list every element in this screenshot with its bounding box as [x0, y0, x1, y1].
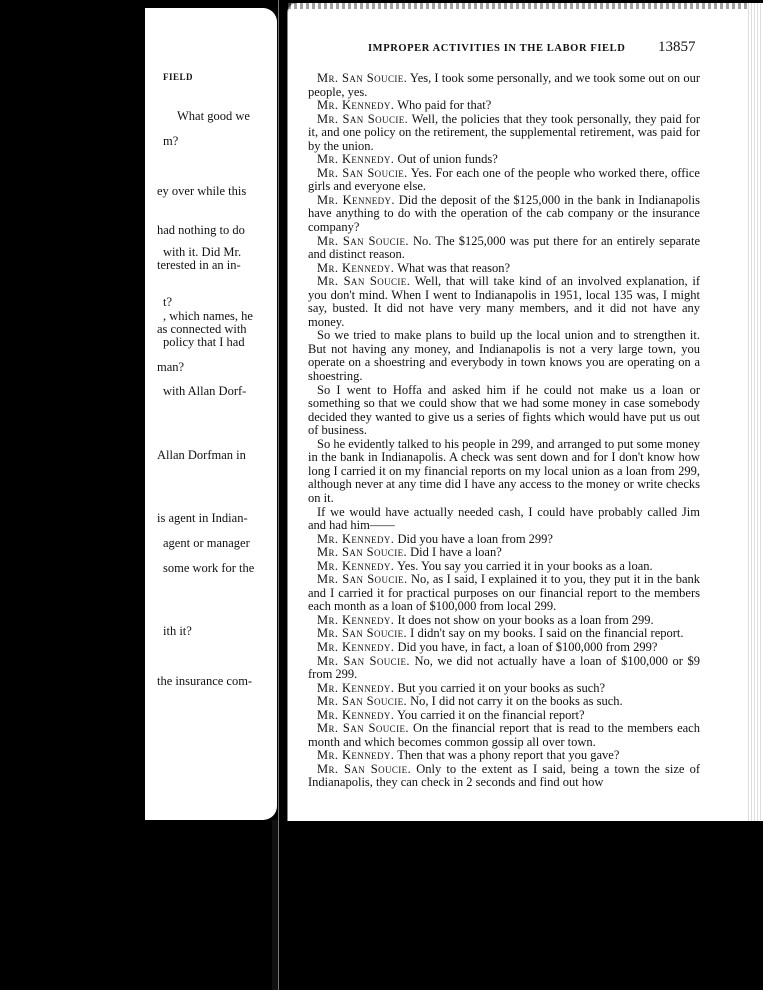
left-page-line: ith it? [163, 624, 192, 638]
paragraph-text: Did I have a loan? [410, 545, 502, 560]
paragraph-text: I didn't say on my books. I said on the financial report. [410, 626, 684, 641]
speaker-label: Mr. Kennedy. [317, 558, 395, 573]
paragraph-text: Did the deposit of the $125,000 in the bank in Indianapolis have anything to do with the operation of the cab company or the insurance company? [308, 192, 700, 235]
paragraph [308, 275, 700, 329]
paragraph-text: So he evidently talked to his people in 299, and arranged to put some money in the bank in Indianapolis. A check was sent down and for I don't know how long I carried it on my financial reports on my local union as a loan from 299, although never at any time did I have any access to the money or write checks on it. [308, 436, 700, 505]
paragraph-text: Did you have, in fact, a loan of $100,000 from 299? [397, 639, 658, 654]
paragraph-text: What was that reason? [397, 260, 511, 275]
speaker-label: Mr. San Soucie. [317, 71, 408, 85]
left-page-line: had nothing to do [157, 223, 245, 237]
left-page-line: the insurance com- [157, 674, 253, 688]
speaker-label: Mr. San Soucie. [317, 572, 408, 587]
page-number: 13857 [658, 39, 696, 55]
left-page-line: agent or manager [163, 536, 250, 550]
paragraph [308, 722, 700, 749]
paragraph-text: Well, the policies that they took personally, they paid for it, and one policy on the retirement, the supplemental retirement, was paid for by the union. [308, 111, 700, 153]
left-page-line: Allan Dorfman in [157, 448, 246, 462]
speaker-label: Mr. Kennedy. [317, 98, 395, 113]
speaker-label: Mr. Kennedy. [317, 192, 395, 207]
paragraph [308, 153, 700, 167]
paragraph-text: Yes. You say you carried it in your books as a loan. [397, 558, 653, 573]
left-page-line: is agent in Indian- [157, 511, 248, 525]
paragraph-text: If we would have actually needed cash, I could have probably called Jim and had him—— [308, 504, 700, 533]
speaker-label: Mr. San Soucie. [317, 274, 411, 289]
left-page-line: FIELD [163, 72, 194, 82]
paragraph-text: No, as I said, I explained it to you, they put it in the bank and I carried it for practical purposes on our financial report to the members each month as a loan of $100,000 from local 299. [308, 572, 700, 614]
paragraph [308, 682, 700, 696]
speaker-label: Mr. Kennedy. [317, 680, 395, 695]
speaker-label: Mr. Kennedy. [317, 612, 395, 627]
paragraph [308, 262, 700, 276]
speaker-label: Mr. Kennedy. [317, 152, 395, 167]
paragraph-text: It does not show on your books as a loan from 299. [397, 612, 654, 627]
paragraph-text: Out of union funds? [397, 152, 498, 167]
speaker-label: Mr. San Soucie. [317, 111, 409, 126]
speaker-label: Mr. Kennedy. [317, 707, 395, 722]
left-page-line: as connected with [157, 322, 247, 336]
paragraph [308, 573, 700, 614]
left-page-line: with Allan Dorf- [163, 384, 247, 398]
paragraph-text: So we tried to make plans to build up the local union and to strengthen it. But not having any money, and Indianapolis is not a very large town, you operate on a shoestring and everybody in town knows you are operating on a shoestring. [308, 328, 700, 384]
paragraph [308, 167, 700, 194]
speaker-label: Mr. Kennedy. [317, 639, 395, 654]
paragraph [308, 506, 700, 533]
left-page-line: policy that I had [163, 335, 245, 349]
paragraph-text: Well, that will take kind of an involved explanation, if you don't mind. When I went to Indianapolis in 1951, local 135 was, I might say, busted. It did not have very many members, and it did not have any money. [308, 274, 700, 329]
paragraph [308, 99, 700, 113]
paragraph-text: On the financial report that is read to the members each month and which becomes common gossip all over town. [308, 721, 700, 749]
paragraph [308, 641, 700, 655]
paragraph-text: No, we did not actually have a loan of $100,000 or $9 from 299. [308, 653, 700, 682]
paragraph-text: Did you have a loan from 299? [397, 531, 553, 546]
paragraph-text: Yes. For each one of the people who worked there, office girls and everyone else. [308, 165, 700, 194]
left-page-line: some work for the [163, 561, 255, 575]
paragraph [308, 709, 700, 723]
speaker-label: Mr. Kennedy. [317, 260, 395, 275]
paragraph [308, 614, 700, 628]
speaker-label: Mr. San Soucie. [317, 626, 408, 641]
speaker-label: Mr. San Soucie. [317, 761, 412, 776]
paragraph [308, 113, 700, 154]
paragraph-text: So I went to Hoffa and asked him if he could not make us a loan or something so that we could show that we had some money in case somebody decided they wanted to give us a series of fights which would have put us out of business. [308, 382, 700, 438]
paragraph [308, 560, 700, 574]
speaker-label: Mr. Kennedy. [317, 748, 395, 763]
speaker-label: Mr. San Soucie. [317, 545, 408, 560]
paragraph-text: But you carried it on your books as such? [397, 680, 606, 695]
paragraph-text: Then that was a phony report that you gave? [397, 748, 620, 763]
speaker-label: Mr. San Soucie. [317, 165, 408, 180]
left-page-line: What good we [177, 109, 250, 123]
paragraph-text: Only to the extent as I said, being a town the size of Indianapolis, they can check in 2 seconds and find out how [308, 761, 700, 790]
left-page-line: man? [157, 360, 185, 374]
left-page-line: t? [163, 295, 173, 309]
paragraph [308, 749, 700, 763]
paragraph [308, 72, 700, 99]
paragraph [308, 546, 700, 560]
scan-border [272, 820, 278, 990]
speaker-label: Mr. San Soucie. [317, 721, 409, 736]
paragraph [308, 627, 700, 641]
left-page-line: terested in an in- [157, 258, 241, 272]
paragraph-text: Yes, I took some personally, and we took some out on our people, yes. [308, 71, 700, 99]
body-text [308, 72, 700, 790]
paragraph [308, 235, 700, 262]
left-page-line: ey over while this [157, 184, 247, 198]
paragraph-text: You carried it on the financial report? [397, 707, 585, 722]
left-page-line: , which names, he [163, 309, 253, 323]
paragraph [308, 655, 700, 682]
speaker-label: Mr. San Soucie. [317, 694, 408, 709]
gutter-line [278, 0, 279, 990]
paragraph [308, 329, 700, 383]
speaker-label: Mr. San Soucie. [317, 653, 410, 668]
paragraph [308, 438, 700, 506]
paragraph [308, 695, 700, 709]
paragraph [308, 194, 700, 235]
page-edge [748, 3, 763, 821]
speaker-label: Mr. San Soucie. [317, 233, 409, 248]
running-head: IMPROPER ACTIVITIES IN THE LABOR FIELD [368, 43, 626, 54]
left-page-line: with it. Did Mr. [163, 245, 242, 259]
paragraph [308, 384, 700, 438]
paragraph [308, 763, 700, 790]
speaker-label: Mr. Kennedy. [317, 531, 395, 546]
left-page-line: m? [163, 134, 179, 148]
left-page-fragment [145, 8, 277, 820]
paragraph-text: No, I did not carry it on the books as such. [410, 694, 623, 709]
paragraph [308, 533, 700, 547]
paragraph-text: No. The $125,000 was put there for an entirely separate and distinct reason. [308, 233, 701, 262]
right-page [287, 3, 763, 821]
paragraph-text: Who paid for that? [397, 98, 492, 113]
